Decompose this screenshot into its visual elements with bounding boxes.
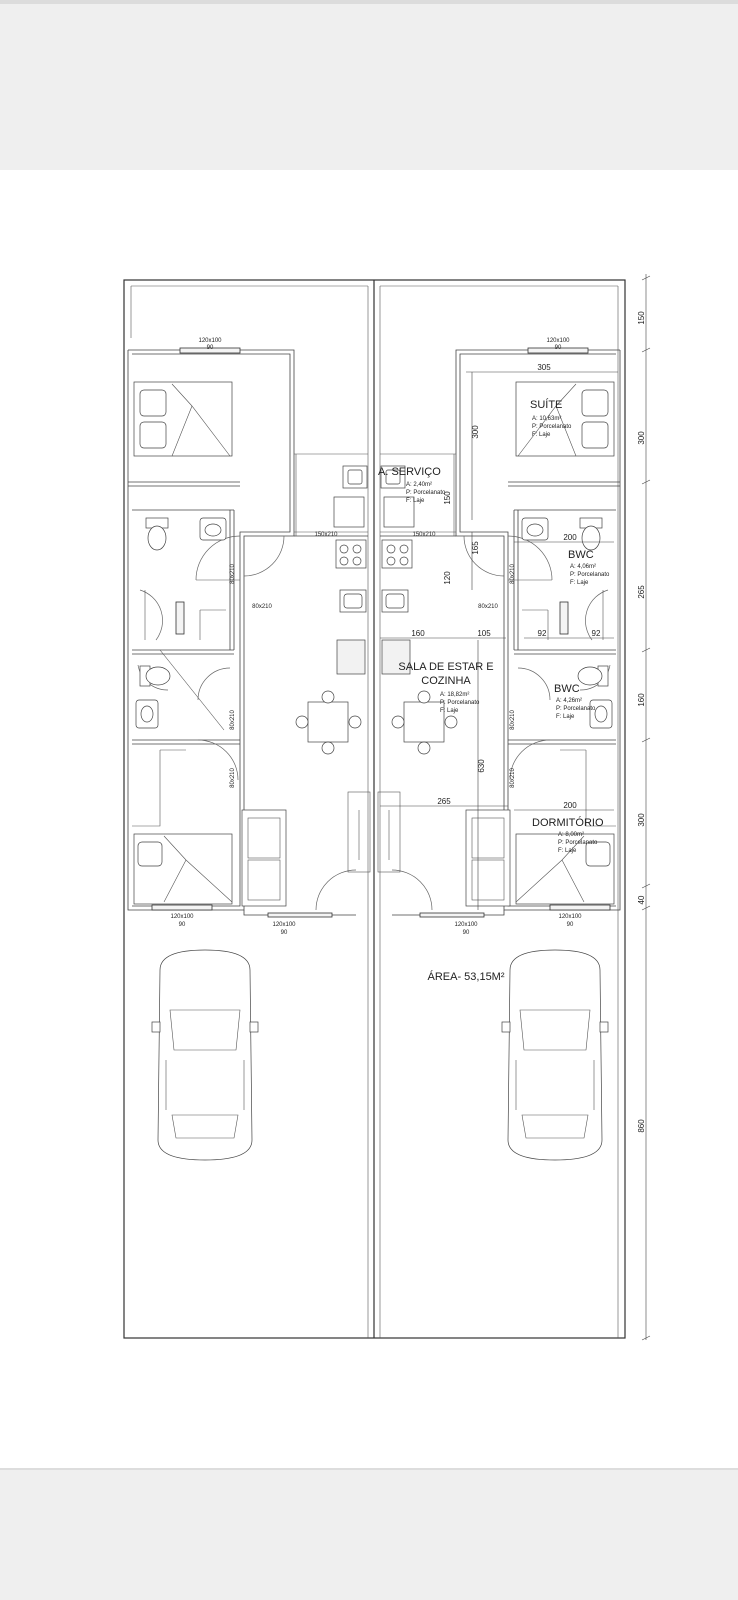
- dim-200-dorm: 200: [563, 801, 577, 810]
- door-80-left: 80x210: [252, 604, 272, 610]
- room-name: BWC: [568, 549, 594, 561]
- total-area-label: ÁREA- 53,15M²: [427, 971, 505, 983]
- room-ceiling: F: Laje: [556, 714, 575, 720]
- room-ceiling: F: Laje: [532, 432, 551, 438]
- room-label-bwc-1: [568, 549, 610, 586]
- bed-left-bottom: [134, 834, 232, 904]
- dim-305: 305: [537, 363, 551, 372]
- room-floor: P: Porcelanato: [558, 840, 598, 846]
- side-dimension-labels: [637, 311, 646, 1133]
- window-service-left: 150x210: [314, 532, 338, 538]
- viewer-top-bar: [0, 0, 738, 170]
- room-area: A: 2,40m²: [406, 482, 433, 488]
- viewer-top-edge: [0, 0, 738, 4]
- bed-left-top: [134, 382, 232, 456]
- viewer-bottom-bar: [0, 1468, 738, 1600]
- window-service-right: 150x210: [412, 532, 436, 538]
- viewer-bottom-edge: [0, 1468, 738, 1470]
- room-area: A: 10,63m²: [532, 416, 562, 422]
- dim-105: 105: [477, 629, 491, 638]
- dim-150: 150: [637, 311, 646, 325]
- room-area: A: 4,26m²: [556, 698, 583, 704]
- dim-200-bwc: 200: [563, 533, 577, 542]
- door-bath-right-3: 80x210: [510, 768, 516, 788]
- door-bath-left-3: 80x210: [230, 768, 236, 788]
- room-area: A: 4,06m²: [570, 564, 597, 570]
- door-bath-left-1: 80x210: [230, 564, 236, 584]
- floor-plan: [0, 170, 738, 1468]
- room-floor: P: Porcelanato: [556, 706, 596, 712]
- window-living-right-sill: 90: [462, 930, 470, 936]
- dim-630: 630: [477, 759, 486, 773]
- room-floor: P: Porcelanato: [570, 572, 610, 578]
- room-name-line1: SALA DE ESTAR E: [398, 661, 494, 673]
- room-name: SUÍTE: [530, 399, 563, 411]
- dim-300-suite: 300: [471, 425, 480, 439]
- window-living-left-sill: 90: [280, 930, 288, 936]
- dim-120: 120: [443, 571, 452, 585]
- window-top-right-size: 120x100: [546, 338, 570, 344]
- window-bottom-right-sill: 90: [566, 922, 574, 928]
- room-ceiling: F: Laje: [558, 848, 577, 854]
- door-bath-left-2: 80x210: [230, 710, 236, 730]
- floor-plan-sheet: [0, 170, 738, 1468]
- dim-165: 165: [471, 541, 480, 555]
- window-top-left-sill: 90: [206, 345, 214, 351]
- room-floor: P: Porcelanato: [532, 424, 572, 430]
- window-top-left-size: 120x100: [198, 338, 222, 344]
- room-name: BWC: [554, 683, 580, 695]
- dining-left: [296, 691, 361, 754]
- room-ceiling: F: Laje: [406, 498, 425, 504]
- window-bottom-right-size: 120x100: [558, 914, 582, 920]
- dim-160: 160: [637, 693, 646, 707]
- room-ceiling: F: Laje: [440, 708, 459, 714]
- dim-300-top: 300: [637, 431, 646, 445]
- car-left: [152, 950, 258, 1160]
- sofa-right: [466, 810, 510, 906]
- window-living-left-size: 120x100: [272, 922, 296, 928]
- dim-150-servico: 150: [443, 491, 452, 505]
- window-top-right-sill: 90: [554, 345, 562, 351]
- dim-92-a: 92: [537, 629, 547, 638]
- dim-265-living: 265: [437, 797, 451, 806]
- door-bath-right-2: 80x210: [510, 710, 516, 730]
- dim-40: 40: [637, 895, 646, 905]
- dim-92-b: 92: [591, 629, 601, 638]
- room-name: DORMITÓRIO: [532, 817, 604, 829]
- dim-265: 265: [637, 585, 646, 599]
- service-fixtures-left: [334, 466, 367, 674]
- car-right: [502, 950, 608, 1160]
- room-name-line2: COZINHA: [421, 675, 471, 687]
- sofa-left: [242, 810, 286, 906]
- dim-860: 860: [637, 1119, 646, 1133]
- room-area: A: 8,00m²: [558, 832, 585, 838]
- window-living-right-size: 120x100: [454, 922, 478, 928]
- room-ceiling: F: Laje: [570, 580, 589, 586]
- bed-right-top: [516, 382, 614, 456]
- window-bottom-left-size: 120x100: [170, 914, 194, 920]
- room-floor: P: Porcelanato: [406, 490, 446, 496]
- door-80-right: 80x210: [478, 604, 498, 610]
- door-bath-right-1: 80x210: [510, 564, 516, 584]
- dim-160-living: 160: [411, 629, 425, 638]
- window-bottom-left-sill: 90: [178, 922, 186, 928]
- dim-300-bottom: 300: [637, 813, 646, 827]
- room-name: A. SERVIÇO: [378, 466, 441, 478]
- room-area: A: 18,82m²: [440, 692, 470, 698]
- room-floor: P: Porcelanato: [440, 700, 480, 706]
